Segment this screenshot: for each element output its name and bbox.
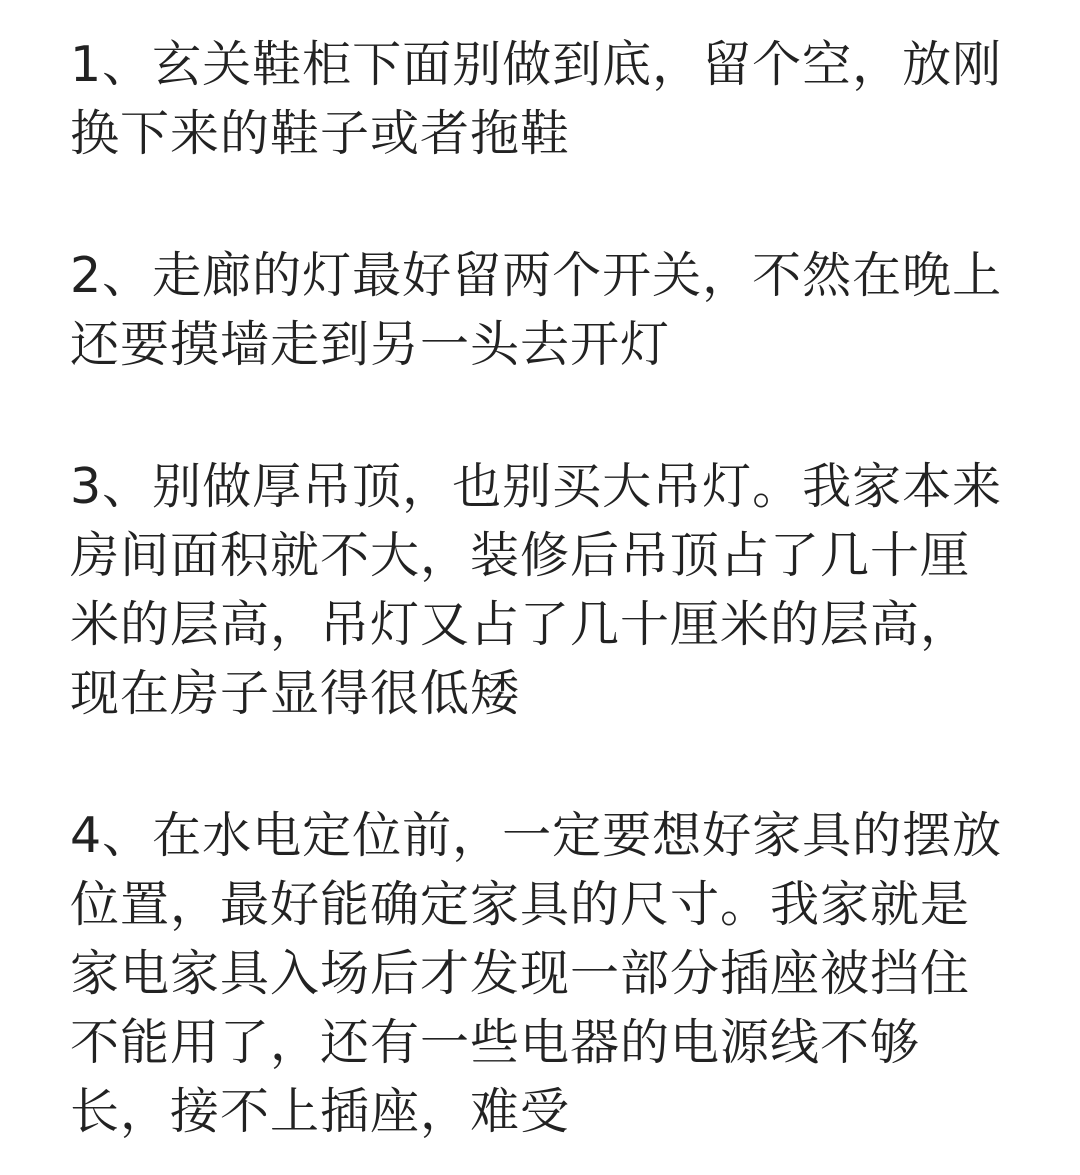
tip-4-line-5: 长，接不上插座，难受 (70, 1083, 571, 1140)
tip-1 (70, 30, 1020, 168)
tip-3-line-1: 3、别做厚吊顶，也别买大吊灯。我家本来 (70, 458, 1003, 515)
tip-4-line-1: 4、在水电定位前，一定要想好家具的摆放 (70, 807, 1003, 864)
tip-1-line-1: 1、玄关鞋柜下面别做到底，留个空，放刚 (70, 36, 1003, 93)
tip-2-line-1: 2、走廊的灯最好留两个开关，不然在晚上 (70, 247, 1003, 304)
tip-3-line-3: 米的层高，吊灯又占了几十厘米的层高， (70, 596, 971, 653)
tip-4 (70, 801, 1020, 1146)
tip-4-line-2: 位置，最好能确定家具的尺寸。我家就是 (70, 876, 971, 933)
tip-3-line-2: 房间面积就不大，装修后吊顶占了几十厘 (70, 527, 971, 584)
tip-4-line-3: 家电家具入场后才发现一部分插座被挡住 (70, 945, 971, 1002)
tip-3-line-4: 现在房子显得很低矮 (70, 665, 521, 722)
tip-4-line-4: 不能用了，还有一些电器的电源线不够 (70, 1014, 921, 1071)
tip-1-line-2: 换下来的鞋子或者拖鞋 (70, 105, 571, 162)
tip-2 (70, 241, 1020, 379)
tip-2-line-2: 还要摸墙走到另一头去开灯 (70, 316, 671, 373)
tip-3 (70, 452, 1020, 728)
